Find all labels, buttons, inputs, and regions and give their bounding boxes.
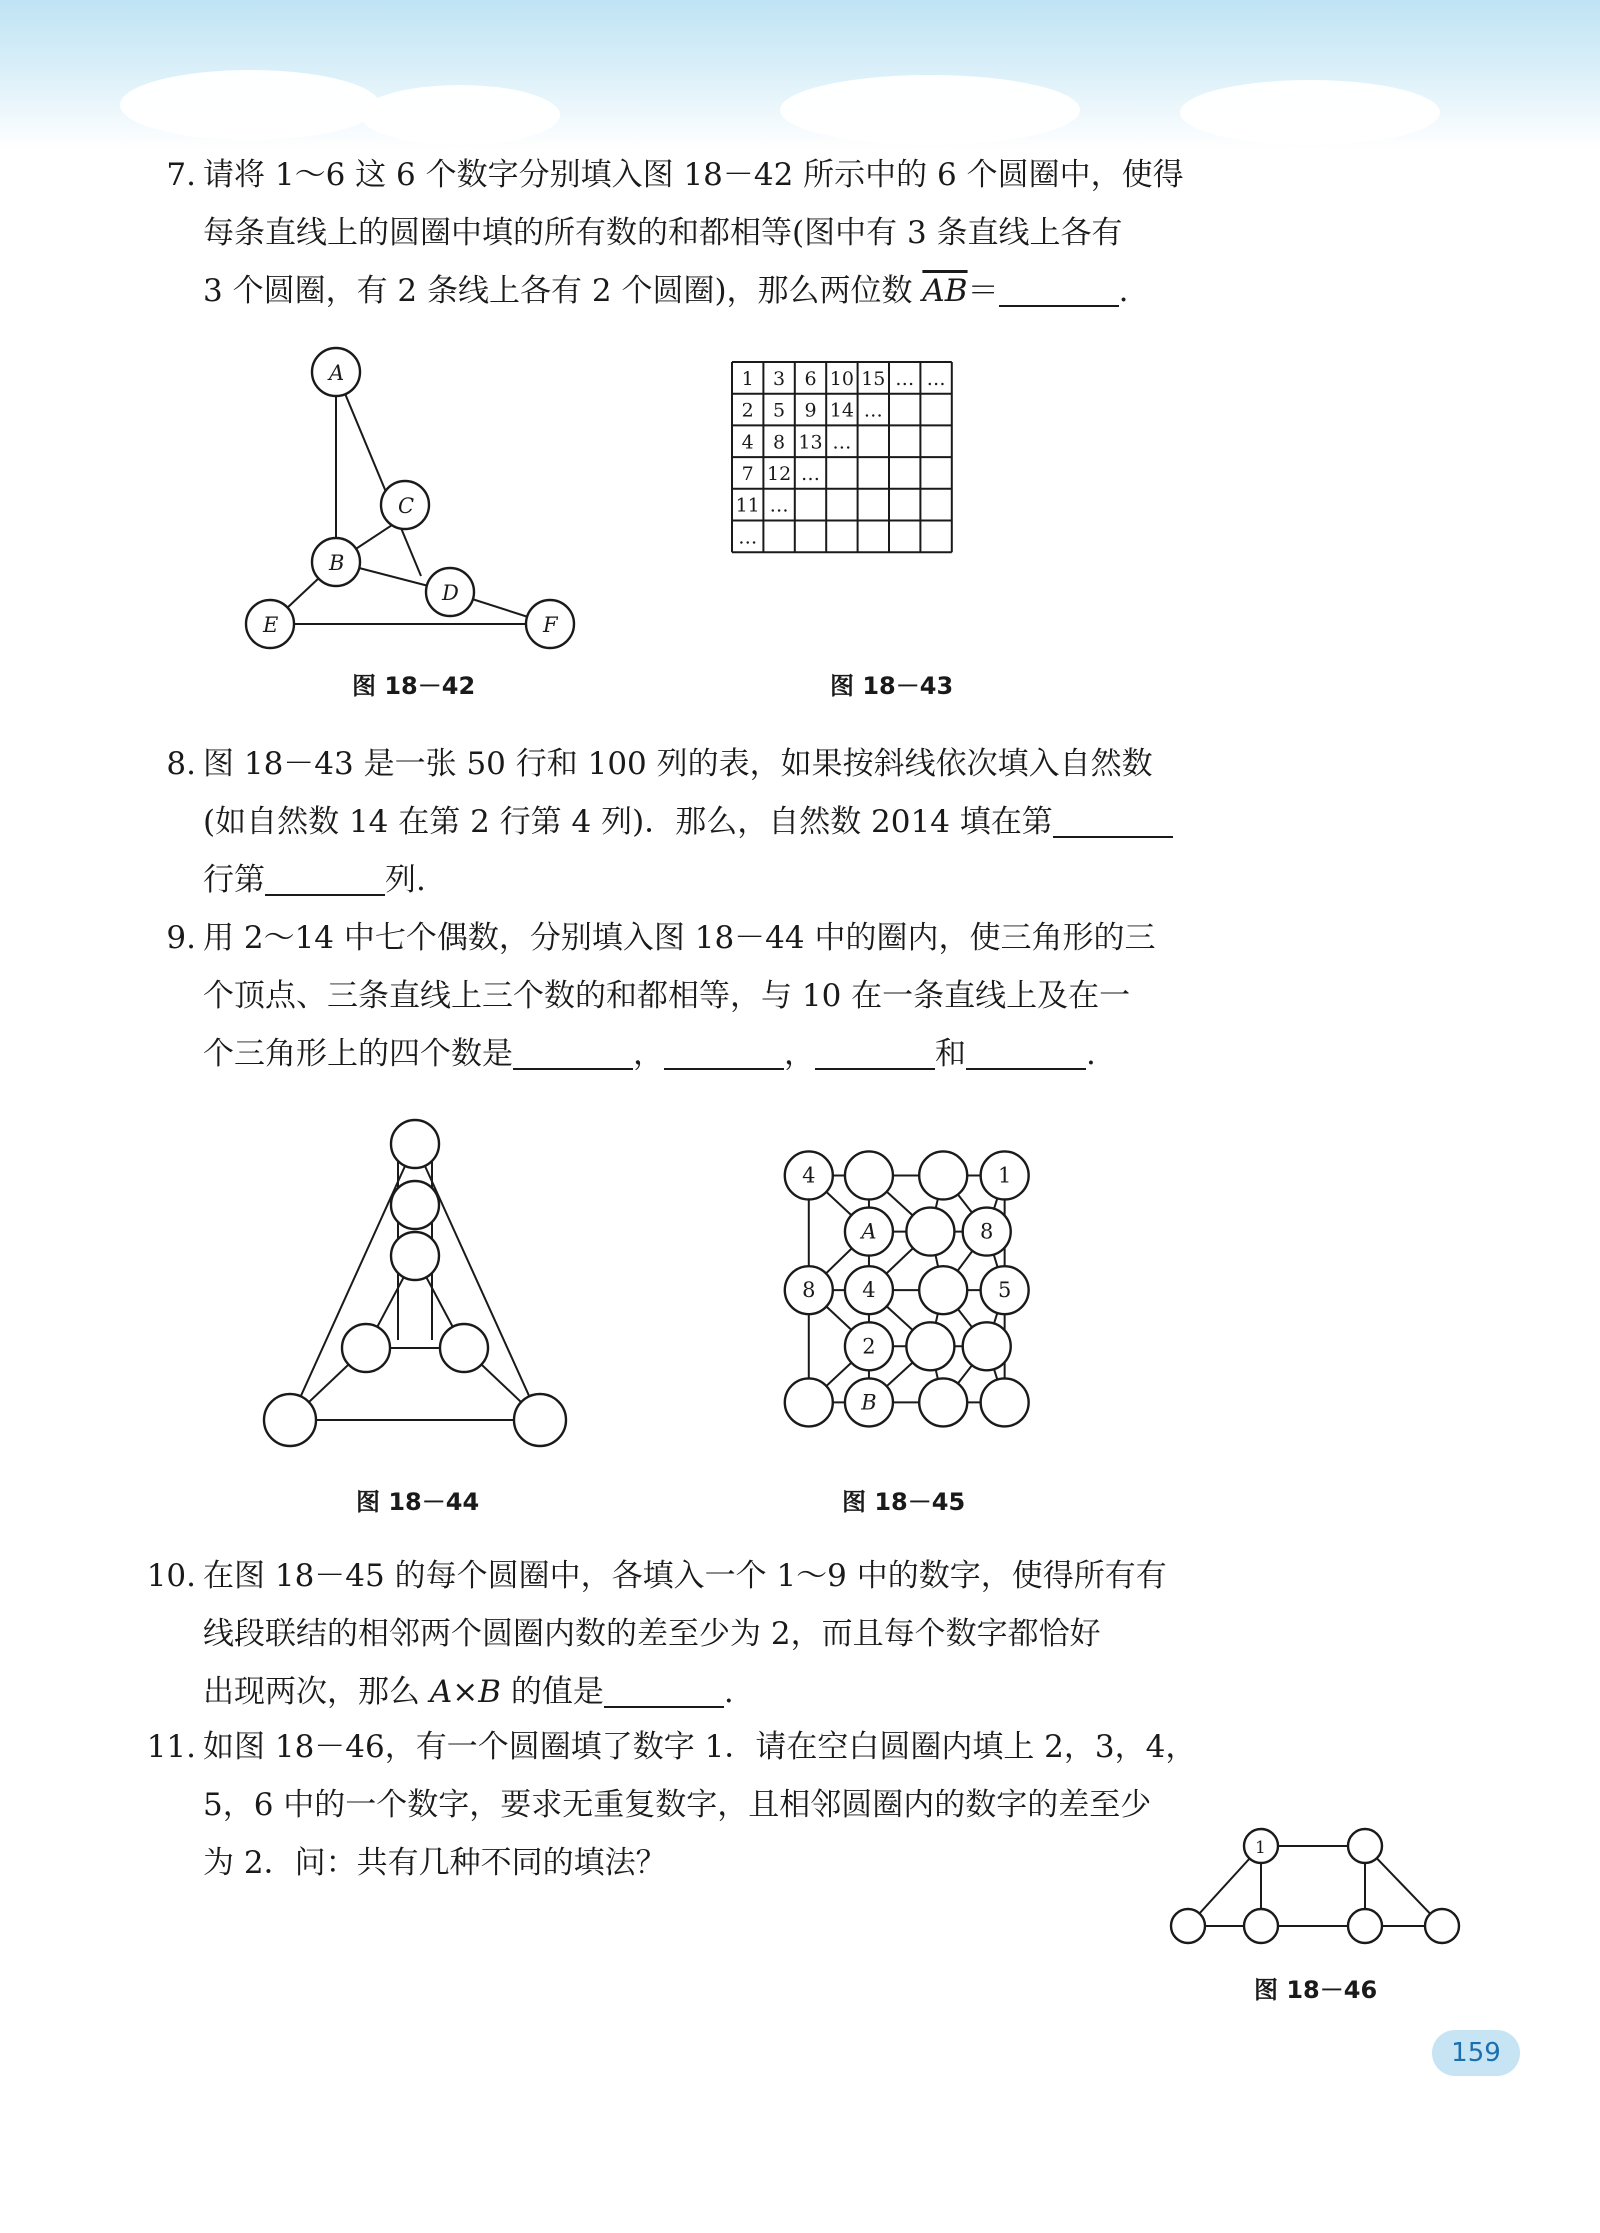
label-b: B xyxy=(329,551,345,575)
figure-18-43 xyxy=(730,360,1046,632)
circle-top xyxy=(391,1120,439,1168)
problem-10 xyxy=(146,1547,1167,1721)
circle-bottom-3 xyxy=(1348,1909,1382,1943)
table-cell: 4 xyxy=(741,431,754,454)
problem-text: 个顶点、三条直线上三个数的和都相等，与 10 在一条直线上及在一 xyxy=(203,978,1131,1014)
lattice-label: 8 xyxy=(802,1278,816,1303)
problem-text: 线段联结的相邻两个圆圈内数的差至少为 2，而且每个数字都恰好 xyxy=(203,1616,1101,1652)
answer-blank[interactable] xyxy=(604,1676,724,1708)
circle-bottom-1 xyxy=(1171,1909,1205,1943)
table-cell: 2 xyxy=(741,399,754,422)
problem-text: (如自然数 14 在第 2 行第 4 列)．那么，自然数 2014 填在第 xyxy=(203,793,1150,851)
header-sky-band xyxy=(0,0,1600,150)
answer-blank[interactable] xyxy=(1053,806,1173,838)
caption-18-46: 图 18－46 xyxy=(1254,1976,1378,2004)
label-f: F xyxy=(543,613,558,637)
lattice-circle xyxy=(785,1378,833,1426)
table-cell: 5 xyxy=(773,399,786,422)
table-cell: … xyxy=(769,494,789,517)
problem-text: 请将 1～6 这 6 个数字分别填入图 18－42 所示中的 6 个圆圈中，使得 xyxy=(203,157,1184,193)
lattice-circle xyxy=(906,1208,954,1256)
circle-inner-right xyxy=(440,1324,488,1372)
table-cell: … xyxy=(832,431,852,454)
table-cell: 10 xyxy=(829,367,854,390)
lattice-circle xyxy=(919,1378,967,1426)
circle-top-right xyxy=(1348,1829,1382,1863)
table-cell: 11 xyxy=(735,494,760,517)
label-c: C xyxy=(398,494,415,518)
lattice-label: 4 xyxy=(802,1163,816,1188)
circle-upper-middle xyxy=(391,1181,439,1229)
answer-blank[interactable] xyxy=(513,1038,633,1070)
caption-18-45: 图 18－45 xyxy=(842,1488,966,1516)
table-cell: 15 xyxy=(861,367,886,390)
lattice-circle xyxy=(963,1322,1011,1370)
figure-18-42 xyxy=(230,340,610,680)
lattice-circle xyxy=(981,1378,1029,1426)
table-cell: … xyxy=(801,462,820,485)
caption-18-44: 图 18－44 xyxy=(356,1488,480,1516)
table-cell: 12 xyxy=(767,462,792,485)
answer-blank[interactable] xyxy=(999,275,1119,307)
label-a: A xyxy=(329,361,345,385)
circle-bottom-right xyxy=(514,1394,566,1446)
circle-bottom-left xyxy=(264,1394,316,1446)
problem-11 xyxy=(146,1718,1197,1892)
table-cell: 14 xyxy=(829,399,854,422)
figure-18-46 xyxy=(1160,1820,1470,1950)
lattice-circle xyxy=(845,1151,893,1199)
circle-center xyxy=(391,1232,439,1280)
lattice-circle xyxy=(919,1151,967,1199)
answer-blank[interactable] xyxy=(265,864,385,896)
lattice-circle xyxy=(919,1266,967,1314)
problem-number: 7. xyxy=(166,157,196,193)
answer-blank[interactable] xyxy=(664,1038,784,1070)
problem-8 xyxy=(150,735,1153,909)
problem-9 xyxy=(150,909,1156,1083)
label-one: 1 xyxy=(1255,1838,1266,1858)
circle-inner-left xyxy=(342,1324,390,1372)
lattice-label: 5 xyxy=(997,1278,1012,1303)
lattice-label: 4 xyxy=(862,1278,876,1303)
figure-18-45 xyxy=(750,1126,1050,1466)
problem-text: 每条直线上的圆圈中填的所有数的和都相等(图中有 3 条直线上各有 xyxy=(203,215,1123,251)
problem-text: 如图 18－46，有一个圆圈填了数字 1．请在空白圆圈内填上 2，3，4， xyxy=(203,1729,1197,1765)
problem-text: 图 18－43 是一张 50 行和 100 列的表，如果按斜线依次填入自然数 xyxy=(203,746,1153,782)
problem-text: 行第 列. xyxy=(203,862,426,898)
problem-number: 8. xyxy=(166,746,196,782)
problem-number: 9. xyxy=(166,920,196,956)
figure-18-44 xyxy=(250,1110,580,1470)
label-e: E xyxy=(263,613,279,637)
problem-text: 在图 18－45 的每个圆圈中，各填入一个 1～9 中的数字，使得所有有 xyxy=(203,1558,1167,1594)
lattice-label: 2 xyxy=(862,1334,876,1359)
problem-text: 5，6 中的一个数字，要求无重复数字，且相邻圆圈内的数字的差至少 xyxy=(203,1787,1152,1823)
overlined-ab: $\overline{AB}$ xyxy=(922,273,968,309)
table-cell: 1 xyxy=(741,367,754,390)
problem-number: 10. xyxy=(146,1558,196,1594)
page-number: 159 xyxy=(1432,2030,1520,2076)
problem-number: 11. xyxy=(146,1729,196,1765)
problem-text: 3 个圆圈，有 2 条线上各有 2 个圆圈)，那么两位数 $\overline{AB}=$ . xyxy=(203,273,1129,309)
table-cell: … xyxy=(738,526,758,549)
lattice-label: 8 xyxy=(980,1219,994,1244)
problem-text: 出现两次，那么 A×B 的值是 . xyxy=(203,1674,734,1710)
problem-text: 个三角形上的四个数是 ， ， 和 . xyxy=(203,1036,1096,1072)
lattice-label: 1 xyxy=(997,1163,1012,1188)
caption-18-43: 图 18－43 xyxy=(830,672,954,700)
circle-bottom-2 xyxy=(1244,1909,1278,1943)
table-cell: … xyxy=(895,367,915,390)
table-cell: 3 xyxy=(773,367,786,390)
problem-text: 为 2．问：共有几种不同的填法？ xyxy=(203,1845,667,1881)
table-cell: … xyxy=(863,399,883,422)
problem-7 xyxy=(150,146,1184,320)
caption-18-42: 图 18－42 xyxy=(352,672,476,700)
lattice-circle xyxy=(906,1322,954,1370)
table-cell: 13 xyxy=(798,431,823,454)
problem-text: 用 2～14 中七个偶数，分别填入图 18－44 中的圈内，使三角形的三 xyxy=(203,920,1156,956)
table-cell: 6 xyxy=(804,367,817,390)
table-cell: 7 xyxy=(741,462,754,485)
answer-blank[interactable] xyxy=(815,1038,935,1070)
table-cell: … xyxy=(926,367,946,390)
table-cell: 9 xyxy=(804,399,817,422)
lattice-label: B xyxy=(861,1390,877,1415)
table-cell: 8 xyxy=(773,431,786,454)
answer-blank[interactable] xyxy=(966,1038,1086,1070)
label-d: D xyxy=(442,581,459,605)
circle-bottom-4 xyxy=(1425,1909,1459,1943)
lattice-label: A xyxy=(861,1219,877,1244)
